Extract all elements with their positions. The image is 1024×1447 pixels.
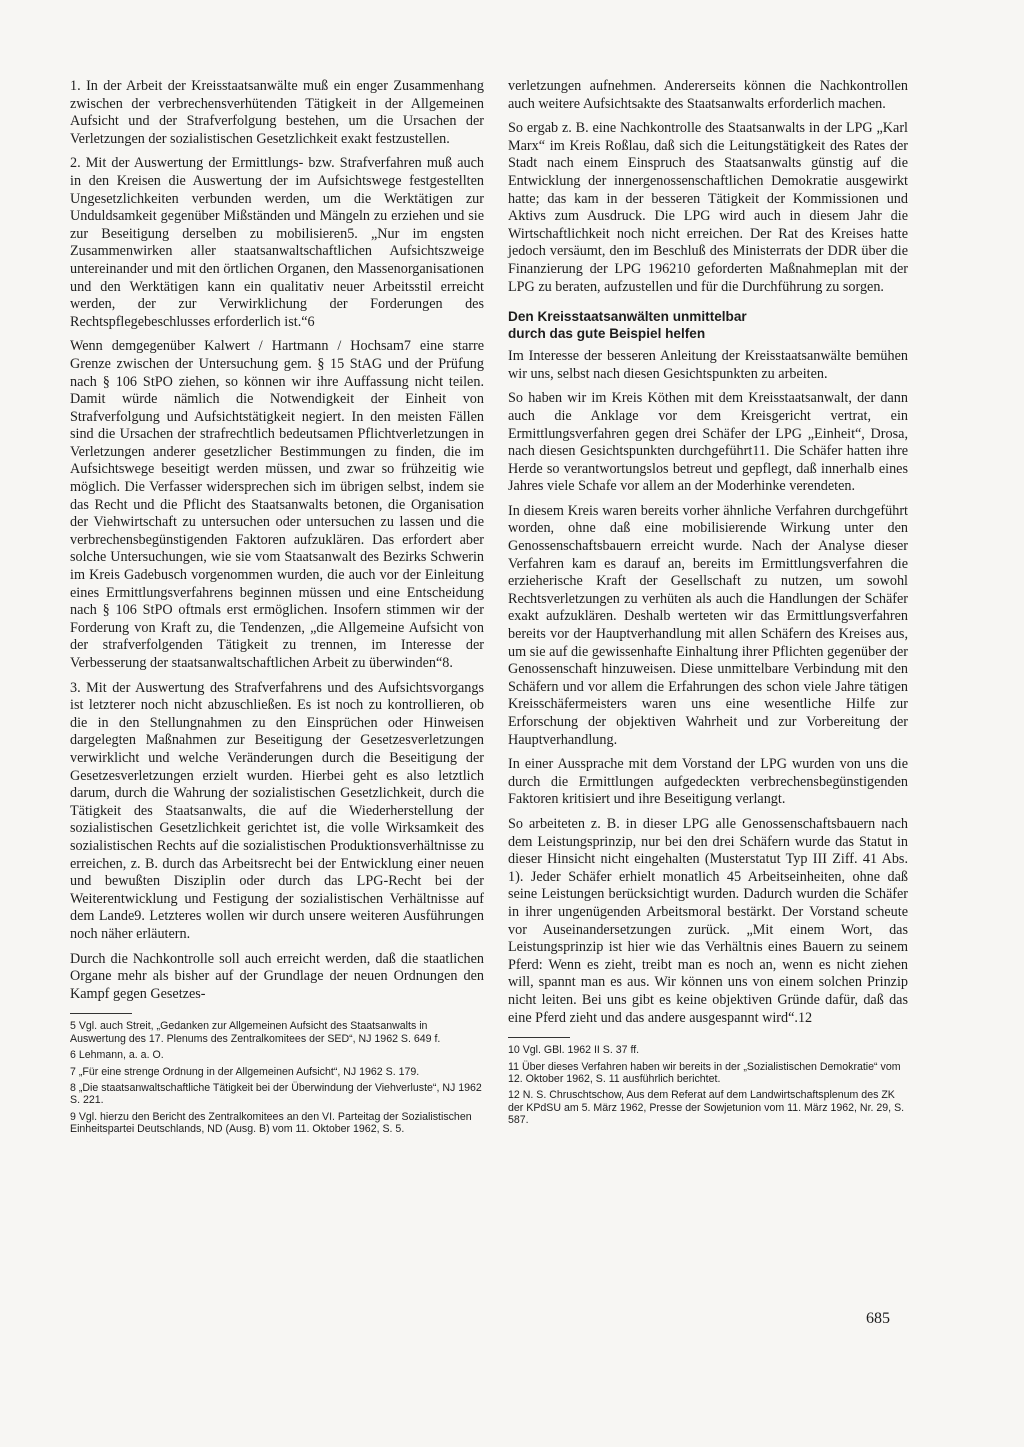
body-paragraph: 2. Mit der Auswertung der Ermittlungs- bzw. Strafverfahren muß auch in den Kreisen die Auswertung der im Aufsichtswege festgestellten Ungesetzlichkeiten verbunden werden, um die Werktätigen zur Unduldsamkeit gegenüber Mißständen und Mängeln zu erziehen und sie zur Beseitigung derselben zu mobilisieren5. „Nur im engsten Zusammenwirken aller staatsanwaltschaftlichen Aufsichtszweige untereinander und mit den örtlichen Organen, den Massenorganisationen und den Werktätigen kann ein qualitativ neuer Arbeitsstil erreicht werden, der zur Verwirklichung der Forderungen des Rechtspflegebeschlusses erforderlich ist.“6 bbox=[70, 155, 484, 330]
footnote: 11 Über dieses Verfahren haben wir bereits in der „Sozialistischen Demokratie“ vom 12. Oktober 1962, S. 11 ausführlich berichtet. bbox=[508, 1060, 901, 1085]
body-paragraph: 1. In der Arbeit der Kreisstaatsanwälte muß ein enger Zusammenhang zwischen der verbrechensverhütenden Tätigkeit in der Allgemeinen Aufsicht und der Strafverfolgung bestehen, um die Ursachen der Verletzungen der sozialistischen Gesetzlichkeit exakt festzustellen. bbox=[70, 78, 484, 147]
body-paragraph: In diesem Kreis waren bereits vorher ähnliche Verfahren durchgeführt worden, ohne daß eine mobilisierende Wirkung unter den Genossenschaftsbauern erreicht wurde. Nach der Analyse dieser Verfahren kam es darauf an, bereits im Ermittlungsverfahren die erzieherische Kraft der Gesellschaft zu nutzen, um sowohl Rechtsverletzungen zu verhüten als auch die Handlungen der Schäfer exakt aufzuklären. Deshalb werteten wir das Ermittlungsverfahren bereits vor der Hauptverhandlung mit allen Schäfern des Kreises aus, um sie auf die gewissenhafte Einhaltung ihrer Pflichten gegenüber der Genossenschaft hinzuweisen. Diese unmittelbare Verbindung mit den Schäfern und vor allem die Erfahrungen des schon viele Jahre tätigen Kreisschäfermeisters waren uns eine wesentliche Hilfe zur Erforschung der objektiven Wahrheit und zur Vorbereitung der Hauptverhandlung. bbox=[508, 502, 908, 748]
body-paragraph: 3. Mit der Auswertung des Strafverfahrens und des Aufsichtsvorgangs ist letzterer noch nicht abzuschließen. Es ist noch zu kontrollieren, ob die in den Stellungnahmen zu den Einsprüchen oder Hinweisen dargelegten Maßnahmen zur Beseitigung der Gesetzesverletzungen verwirklicht und welche Veränderungen durch die Beseitigung der Gesetzesverletzungen erzielt wurden. Hierbei geht es also letztlich darum, durch die Wahrung der sozialistischen Gesetzlichkeit, durch die Tätigkeit des Staatsanwalts, die auf die Wiederherstellung der sozialistischen Gesetzlichkeit gerichtet ist, die volle Wirksamkeit des sozialistischen Rechts auf die sozialistischen Produktionsverhältnisse zu erreichen, z. B. durch das Arbeitsrecht bei der Entwicklung einer neuen und bewußten Disziplin oder durch das LPG-Recht bei der Weiterentwicklung und Festigung der sozialistischen Verhältnisse auf dem Lande9. Letzteres wollen wir durch unsere weiteren Ausführungen noch näher erläutern. bbox=[70, 679, 484, 942]
footnote: 12 N. S. Chruschtschow, Aus dem Referat auf dem Landwirtschaftsplenum des ZK der KPdSU am 5. März 1962, Presse der Sowjetunion vom 11. März 1962, Nr. 29, S. 587. bbox=[508, 1089, 905, 1127]
right-column bbox=[508, 78, 908, 1131]
body-paragraph: Wenn demgegenüber Kalwert / Hartmann / Hochsam7 eine starre Grenze zwischen der Untersuchung gem. § 15 StAG und der Prüfung nach § 106 StPO ziehen, so können wir ihre Auffassung nicht teilen. Damit würde nämlich die Notwendigkeit der Einheit von Strafverfolgung und Aufsichtstätigkeit negiert. In den meisten Fällen sind die Ursachen der strafrechtlich bedeutsamen Pflichtverletzungen in Verletzungen anderer gesetzlicher Bestimmungen zu finden, die im Aufsichtswege beseitigt werden müssen, und zwar so frühzeitig wie möglich. Die Verfasser widersprechen sich im übrigen selbst, indem sie das Recht und die Pflicht des Staatsanwalts betonen, die Organisation der Viehwirtschaft zu untersuchen oder untersuchen zu lassen und die verbrechensbegünstigenden Faktoren aufzuklären. Das erfordert aber solche Untersuchungen, wie sie vom Staatsanwalt des Bezirks Schwerin im Kreis Gadebusch vorgenommen wurden, die auch vor der Einleitung eines Ermittlungsverfahrens beginnen müssen und eine Entscheidung nach § 106 StPO oftmals erst ermöglichen. Insofern stimmen wir der Forderung von Kraft zu, die Tendenzen, „die Allgemeine Aufsicht von der strafverfolgenden Tätigkeit zu trennen, im Interesse der Verbesserung der staatsanwaltschaftlichen Arbeit zu überwinden“8. bbox=[70, 338, 484, 671]
footnote: 7 „Für eine strenge Ordnung in der Allgemeinen Aufsicht“, NJ 1962 S. 179. bbox=[70, 1065, 420, 1078]
body-paragraph: verletzungen aufnehmen. Andererseits können die Nachkontrollen auch weitere Aufsichtsakte des Staatsanwalts erforderlich machen. bbox=[508, 78, 908, 112]
body-paragraph: Im Interesse der besseren Anleitung der Kreisstaatsanwälte bemühen wir uns, selbst nach diesen Gesichtspunkten zu arbeiten. bbox=[508, 348, 908, 382]
section-heading-line: durch das gute Beispiel helfen bbox=[508, 326, 706, 342]
footnote-divider bbox=[70, 1013, 132, 1014]
body-paragraph: In einer Aussprache mit dem Vorstand der LPG wurden von uns die durch die Ermittlungen aufgedeckten verbrechensbegünstigenden Faktoren kritisiert und ihre Beseitigung verlangt. bbox=[508, 756, 908, 808]
footnote: 8 „Die staatsanwaltschaftliche Tätigkeit bei der Überwindung der Viehverluste“, NJ 1962 S. 221. bbox=[70, 1081, 482, 1107]
body-paragraph: Durch die Nachkontrolle soll auch erreicht werden, daß die staatlichen Organe mehr als bisher auf der Grundlage der neuen Ordnungen den Kampf gegen Gesetzes- bbox=[70, 950, 484, 1002]
body-paragraph: So arbeiteten z. B. in dieser LPG alle Genossenschaftsbauern nach dem Leistungsprinzip, nur bei den drei Schäfern wurde das Statut in dieser Hinsicht nicht eingehalten (Musterstatut Typ III Ziff. 41 Abs. 1). Jeder Schäfer erhielt monatlich 45 Arbeitseinheiten, ohne daß seine Leistungen berücksichtigt wurden. Dadurch wurden die Schäfer in ihrer ungenügenden Arbeitsmoral bestärkt. Der Vorstand scheute vor Auseinandersetzungen zurück. „Mit einem Wort, das Leistungsprinzip ist hier wie das Verhältnis eines Bauern zu seinem Pferd: Wenn es zieht, treibt man es noch an, wenn es nicht ziehen will, spannt man es aus. Wir können uns von einem solchen Prinzip nicht leiten. Bei uns gibt es keine objektiven Gründe dafür, daß das eine Pferd zieht und das andere ausgespannt wird“.12 bbox=[508, 815, 908, 1026]
body-paragraph: So haben wir im Kreis Köthen mit dem Kreisstaatsanwalt, der dann auch die Anklage vor dem Kreisgericht vertrat, ein Ermittlungsverfahren gegen drei Schäfer der LPG „Einheit“, Drosa, nach diesen Gesichtspunkten durchgeführt11. Die Schäfer hatten ihre Herde so verantwortungslos betreut und gepflegt, daß innerhalb eines Jahres viele Schafe vor allem an der Moderhinke verendeten. bbox=[508, 390, 908, 495]
footnote: 9 Vgl. hierzu den Bericht des Zentralkomitees an den VI. Parteitag der Sozialistischen Einheitspartei Deutschlands, ND (Ausg. B) vom 11. Oktober 1962, S. 5. bbox=[70, 1110, 472, 1136]
footnote: 6 Lehmann, a. a. O. bbox=[70, 1049, 164, 1062]
section-heading-line: Den Kreisstaatsanwälten unmittelbar bbox=[508, 309, 747, 325]
footnote-divider bbox=[508, 1037, 570, 1038]
left-column bbox=[70, 78, 484, 1140]
section-heading bbox=[508, 308, 908, 342]
footnote: 5 Vgl. auch Streit, „Gedanken zur Allgemeinen Aufsicht des Staatsanwalts in Auswertung des 17. Plenums des Zentralkomitees der SED“, NJ 1962 S. 649 f. bbox=[70, 1020, 441, 1045]
footnote: 10 Vgl. GBl. 1962 II S. 37 ff. bbox=[508, 1044, 640, 1057]
page-number: 685 bbox=[866, 1310, 890, 1327]
body-paragraph: So ergab z. B. eine Nachkontrolle des Staatsanwalts in der LPG „Karl Marx“ im Kreis Roßlau, daß sich die Leitungstätigkeit des Rates der Stadt nach einem Einspruch des Staatsanwalts günstig auf die Entwicklung der innergenossenschaftlichen Demokratie ausgewirkt hatte; das kam in der besseren Tätigkeit der Kommissionen und Aktivs zum Ausdruck. Die LPG wird auch in diesem Jahr die Wirtschaftlichkeit noch nicht erreichen. Der Rat des Kreises hatte jedoch versäumt, den im Beschluß des Ministerrats der DDR über die Finanzierung der LPG 196210 geforderten Maßnahmeplan mit der LPG zu beraten, aufzustellen und für die Durchführung zu sorgen. bbox=[508, 120, 908, 295]
